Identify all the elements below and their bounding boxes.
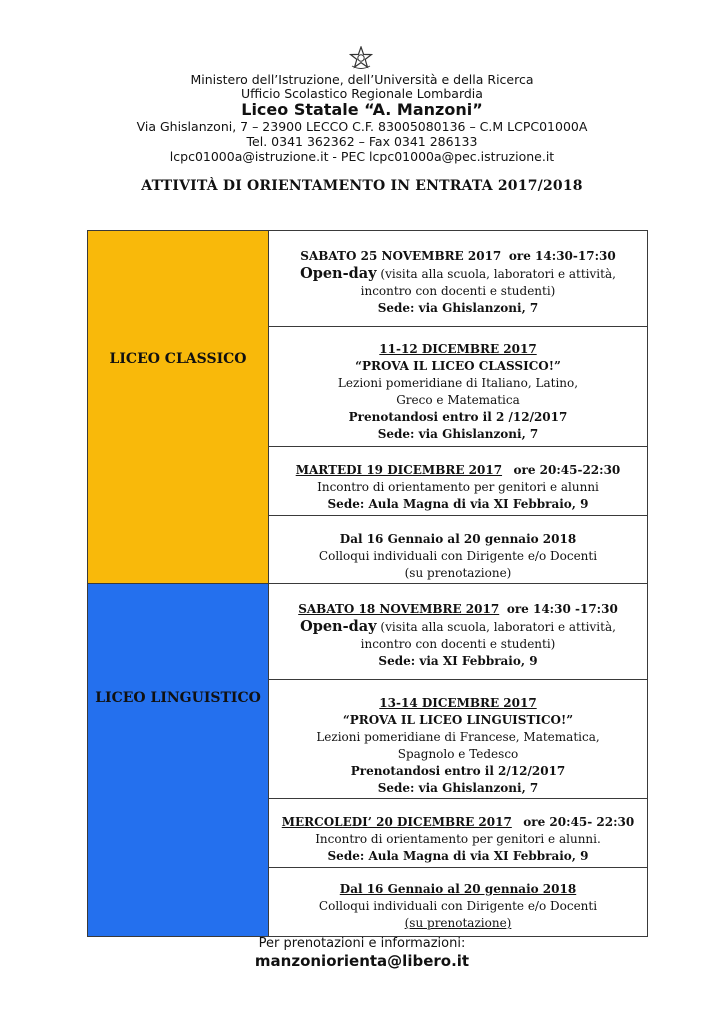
school-email: lcpc01000a@istruzione.it - PEC lcpc01000a@pec.istruzione.it (169, 149, 555, 164)
section-label-linguistico: LICEO LINGUISTICO (95, 690, 261, 706)
contact-email[interactable]: manzoniorienta@libero.it (254, 952, 470, 970)
event-desc: Colloqui individuali con Dirigente e/o Docenti (318, 899, 598, 913)
event-desc: Incontro di orientamento per genitori e alunni (317, 480, 599, 494)
event-name: “PROVA IL LICEO CLASSICO!” (355, 359, 561, 373)
event-note: (su prenotazione) (404, 916, 512, 930)
booking-info-label: Per prenotazioni e informazioni: (258, 936, 466, 951)
school-address: Via Ghislanzoni, 7 – 23900 LECCO C.F. 83005080136 – C.M LCPC01000A (136, 119, 588, 134)
event-venue: Sede: via Ghislanzoni, 7 (377, 301, 539, 315)
event-date: SABATO 25 NOVEMBRE 2017 (300, 249, 502, 263)
event-desc: (visita alla scuola, laboratori e attività, (380, 620, 616, 634)
schedule-table (87, 230, 648, 937)
event-linguistico-incontro (269, 799, 647, 868)
event-desc: (visita alla scuola, laboratori e attività, (380, 267, 616, 281)
event-date: 11-12 DICEMBRE 2017 (379, 342, 537, 356)
school-phone: Tel. 0341 362362 – Fax 0341 286133 (246, 134, 478, 149)
event-venue: Sede: via Ghislanzoni, 7 (377, 781, 539, 795)
event-desc: Incontro di orientamento per genitori e alunni. (315, 832, 601, 846)
event-date: Dal 16 Gennaio al 20 gennaio 2018 (339, 882, 577, 896)
event-name: “PROVA IL LICEO LINGUISTICO!” (342, 713, 574, 727)
section-linguistico (88, 584, 269, 936)
event-desc: incontro con docenti e studenti) (360, 637, 556, 651)
event-linguistico-prova (269, 680, 647, 799)
event-note: (su prenotazione) (404, 566, 512, 580)
event-desc: Lezioni pomeridiane di Francese, Matematica, (316, 730, 600, 744)
event-linguistico-openday (269, 584, 647, 680)
section-classico (88, 231, 269, 584)
event-booking: Prenotandosi entro il 2/12/2017 (350, 764, 566, 778)
event-time: ore 20:45- 22:30 (523, 815, 635, 829)
event-desc: Spagnolo e Tedesco (397, 747, 519, 761)
event-linguistico-colloqui (269, 868, 647, 936)
event-classico-openday (269, 231, 647, 327)
event-booking: Prenotandosi entro il 2 /12/2017 (348, 410, 568, 424)
republic-emblem-icon (349, 46, 373, 70)
event-venue: Sede: Aula Magna di via XI Febbraio, 9 (327, 849, 589, 863)
ministry-name: Ministero dell’Istruzione, dell’Università e della Ricerca (190, 72, 534, 87)
event-desc: incontro con docenti e studenti) (360, 284, 556, 298)
event-desc: Greco e Matematica (396, 393, 520, 407)
event-date: 13-14 DICEMBRE 2017 (379, 696, 537, 710)
event-time: ore 20:45-22:30 (513, 463, 621, 477)
event-date: Dal 16 Gennaio al 20 gennaio 2018 (339, 532, 577, 546)
event-venue: Sede: via XI Febbraio, 9 (378, 654, 538, 668)
office-name: Ufficio Scolastico Regionale Lombardia (241, 86, 483, 101)
event-venue: Sede: via Ghislanzoni, 7 (377, 427, 539, 441)
event-desc: Lezioni pomeridiane di Italiano, Latino, (337, 376, 579, 390)
event-classico-incontro (269, 447, 647, 516)
event-venue: Sede: Aula Magna di via XI Febbraio, 9 (327, 497, 589, 511)
event-classico-colloqui (269, 516, 647, 584)
event-openday-label: Open-day (300, 618, 377, 635)
event-time: ore 14:30-17:30 (508, 249, 616, 263)
event-date: MARTEDI 19 DICEMBRE 2017 (295, 463, 503, 477)
event-openday-label: Open-day (300, 265, 377, 282)
event-classico-prova (269, 327, 647, 447)
page-title: ATTIVITÀ DI ORIENTAMENTO IN ENTRATA 2017/2018 (141, 178, 583, 194)
event-date: SABATO 18 NOVEMBRE 2017 (298, 602, 500, 616)
school-name: Liceo Statale “A. Manzoni” (241, 100, 483, 119)
event-date: MERCOLEDI’ 20 DICEMBRE 2017 (281, 815, 512, 829)
event-desc: Colloqui individuali con Dirigente e/o Docenti (318, 549, 598, 563)
section-label-classico: LICEO CLASSICO (109, 351, 247, 367)
event-time: ore 14:30 -17:30 (506, 602, 618, 616)
